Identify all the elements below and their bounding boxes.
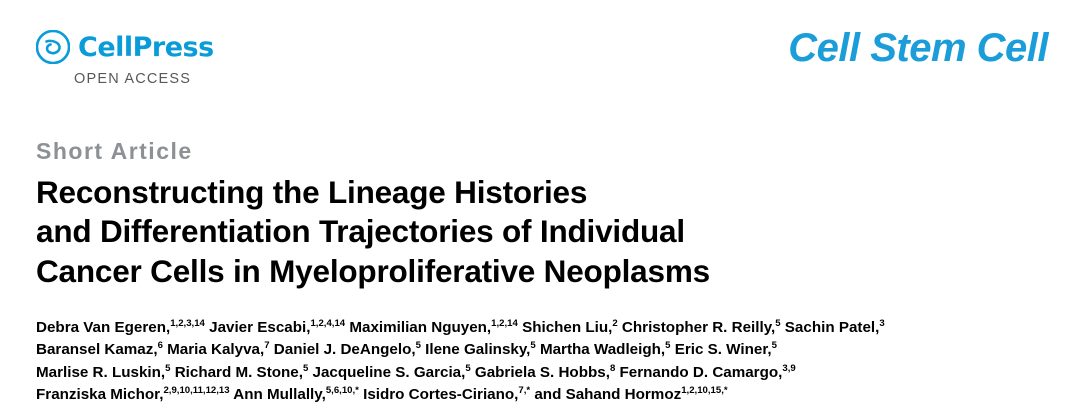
page-title-line: Cancer Cells in Myeloproliferative Neoplasms [36,252,710,289]
author-name: Baransel Kamaz, [36,341,158,359]
author-affiliation-marker: 1,2,3,14 [170,318,205,330]
article-type-label: Short Article [36,138,193,164]
author-name: Sachin Patel, [780,319,880,337]
author-name: Maximilian Nguyen, [345,319,492,337]
author-affiliation-marker: 5 [665,340,671,352]
author-affiliation-marker: 3,9 [782,362,796,374]
author-name: Maria Kalyva, [162,341,265,359]
author-affiliation-marker: 7,* [518,385,531,397]
page-title-line: Reconstructing the Lineage Histories [36,174,588,210]
cell-press-wordmark: CellPress [78,31,214,63]
author-name: Isidro Cortes-Ciriano, [358,386,519,404]
author-affiliation-marker: 2 [612,318,618,330]
author-name: Christopher R. Reilly, [617,319,776,337]
author-affiliation-marker: 5 [775,318,781,330]
author-affiliation-marker: 8 [609,362,616,374]
author-line [36,362,1048,384]
author-affiliation-marker: 1,2,10,15,* [681,385,728,397]
author-name: Ilene Galinsky, [420,341,531,359]
author-affiliation-marker: 5,6,10,* [325,385,359,397]
author-affiliation-marker: 5 [302,362,309,374]
author-affiliation-marker: 5 [771,340,777,352]
author-line [36,339,1048,361]
author-affiliation-marker: 1,2,14 [491,318,518,330]
page-title-line: and Differentiation Trajectories of Individual [36,213,685,250]
author-name: Shichen Liu, [517,319,613,337]
author-name: Eric S. Winer, [670,341,772,359]
author-line [36,384,1048,406]
author-affiliation-marker: 5 [530,340,536,352]
author-name: Ann Mullally, [229,386,326,404]
cell-press-logo [36,30,376,87]
cellpress-loop-icon [36,30,70,64]
author-affiliation-marker: 5 [165,362,171,374]
author-line [36,317,1048,339]
author-name: Gabriela S. Hobbs, [470,363,610,381]
author-name: Marlise R. Luskin, [36,363,166,381]
author-affiliation-marker: 6 [157,340,163,352]
author-affiliation-marker: 3 [879,318,885,330]
author-affiliation-marker: 2,9,10,11,12,13 [163,385,230,397]
publication-header [32,0,1048,110]
author-name: and Sahand Hormoz [530,386,682,404]
author-affiliation-marker: 7 [264,340,270,352]
author-name: Jacqueline S. Garcia, [308,363,466,381]
author-name: Daniel J. DeAngelo, [269,341,416,359]
author-name: Franziska Michor, [36,386,164,404]
journal-title: Cell Stem Cell [788,26,1048,70]
cell-press-logo-row [36,30,376,64]
author-name: Fernando D. Camargo, [615,363,783,381]
author-name: Javier Escabi, [204,319,311,337]
author-name: Richard M. Stone, [170,363,303,381]
author-affiliation-marker: 5 [465,362,471,374]
author-name: Martha Wadleigh, [535,341,666,359]
open-access-label: OPEN ACCESS [74,71,192,87]
author-affiliation-marker: 1,2,4,14 [310,318,346,330]
author-list [36,317,1048,406]
page-title [36,173,936,291]
author-name: Debra Van Egeren, [36,319,171,337]
author-affiliation-marker: 5 [415,340,421,352]
